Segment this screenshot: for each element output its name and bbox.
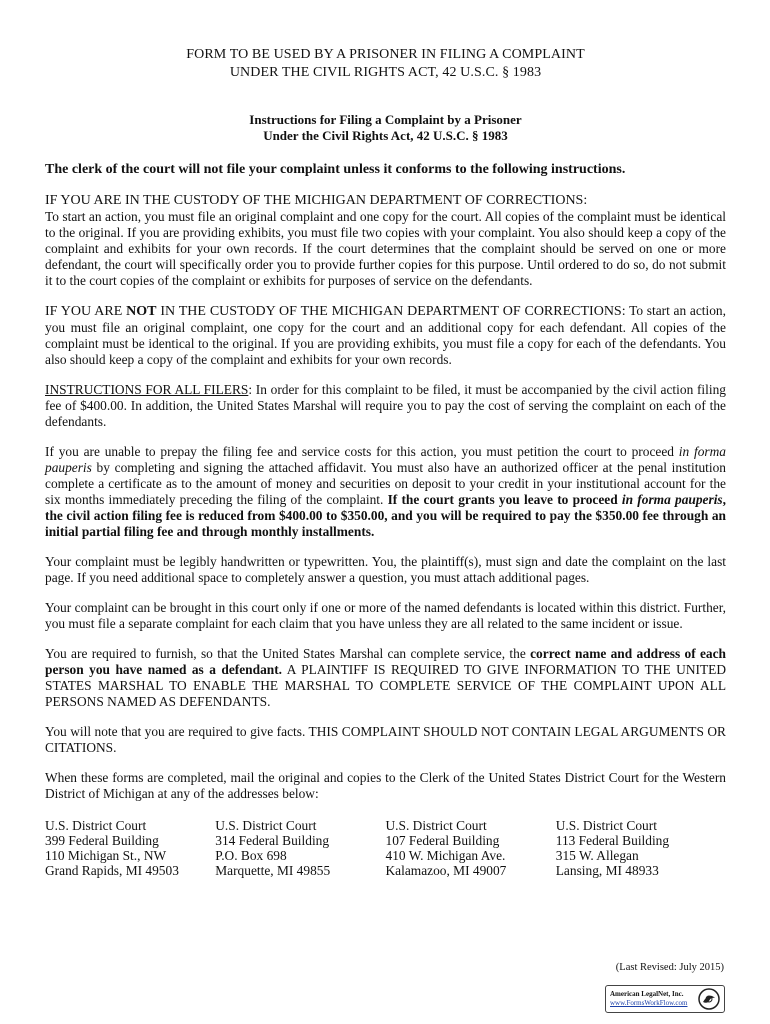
legalnet-logo-icon [698,988,720,1010]
ifp-text-2: by completing and signing the attached affidavit. You must also have an authorized officer at the penal institution complete a certificate as to the amount of money and securities on deposit to your credit in your institutional account for the six months immediately preceding the filing of the complaint. [45,460,726,507]
mdoc-custody-section [45,192,726,289]
footer-company: American LegalNet, Inc. [610,990,684,998]
address-line: 399 Federal Building [45,833,159,848]
marshal-paragraph [45,646,726,710]
address-kalamazoo [386,818,556,878]
form-title [45,46,726,82]
all-filers-body: : In order for this complaint to be filed, it must be accompanied by the civil action filing fee of $400.00. In addition, the United States Marshal will require you to pay the cost of serving the complaint on each of the defendants. [45,382,726,429]
address-line: Grand Rapids, MI 49503 [45,863,179,878]
instructions-heading-line1: Instructions for Filing a Complaint by a Prisoner [249,112,522,127]
address-line: 314 Federal Building [215,833,330,848]
form-title-line1: FORM TO BE USED BY A PRISONER IN FILING A COMPLAINT [186,47,585,62]
footer-logo-box[interactable] [605,985,725,1013]
mdoc-custody-heading: IF YOU ARE IN THE CUSTODY OF THE MICHIGAN DEPARTMENT OF CORRECTIONS: [45,193,588,208]
address-grand-rapids [45,818,215,878]
legibility-paragraph: Your complaint must be legibly handwritten or typewritten. You, the plaintiff(s), must sign and date the complaint on the last page. If you need additional space to completely answer a question, you must attach additional pages. [45,554,726,585]
ifp-italic-1: in forma pauperis [45,444,726,475]
not-emphasis: NOT [126,304,157,319]
in-forma-pauperis-section [45,444,726,540]
all-filers-section [45,382,726,430]
ifp-bold-italic: in forma pauperis [621,492,723,507]
mailing-paragraph: When these forms are completed, mail the original and copies to the Clerk of the United States District Court for the Western District of Michigan at any of the addresses below: [45,770,726,801]
district-paragraph: Your complaint can be brought in this court only if one or more of the named defendants is located within this district. Further, you must file a separate complaint for each claim that you have unless they are all related to the same incident or issue. [45,600,726,631]
address-line: 110 Michigan St., NW [45,848,167,863]
address-line: 107 Federal Building [385,833,500,848]
address-line: 113 Federal Building [555,833,670,848]
address-lansing [556,818,726,878]
ifp-bold-2: , the civil action filing fee is reduced from $400.00 to $350.00, and you will be required to pay the $350.00 fee through an initial partial filing fee and through monthly installments. [45,492,726,539]
ifp-bold-1: If the court grants you leave to proceed [387,492,622,507]
last-revised: (Last Revised: July 2015) [615,962,724,973]
all-filers-heading: INSTRUCTIONS FOR ALL FILERS [45,382,249,397]
address-line: U.S. District Court [45,818,147,833]
court-addresses [45,818,726,878]
address-line: 315 W. Allegan [555,848,639,863]
ifp-text-1: If you are unable to prepay the filing fee and service costs for this action, you must petition the court to proceed [45,444,679,459]
mdoc-custody-body: To start an action, you must file an original complaint and one copy for the court. All copies of the complaint must be identical to the original. If you are providing exhibits, you must file two copies with your complaint. You also should keep a copy of the complaint and exhibits for your own records. If the court determines that the complaint should be served on one or more defendant, the court will specifically order you to provide further copies for this purpose. Until ordered to do so, do not submit it to the court copies of the complaint or exhibits for purposes of service on the defendants. [45,209,726,288]
address-marquette [215,818,385,878]
not-custody-heading-rest: IN THE CUSTODY OF THE MICHIGAN DEPARTMENT OF CORRECTIONS: [156,304,626,319]
address-line: U.S. District Court [215,818,317,833]
address-line: Marquette, MI 49855 [215,863,331,878]
marshal-bold: correct name and address of each person you have named as a defendant. [45,646,727,677]
marshal-text-2: A PLAINTIFF IS REQUIRED TO GIVE INFORMATION TO THE UNITED STATES MARSHAL TO ENABLE THE MARSHAL TO COMPLETE SERVICE OF THE COMPLAINT UPON ALL PERSONS NAMED AS DEFENDANTS. [45,662,726,709]
not-custody-section [45,303,726,368]
address-line: 410 W. Michigan Ave. [385,848,506,863]
clerk-notice: The clerk of the court will not file your complaint unless it conforms to the following instructions. [45,162,626,177]
address-line: U.S. District Court [555,818,657,833]
form-title-line2: UNDER THE CIVIL RIGHTS ACT, 42 U.S.C. § 1983 [229,65,542,80]
address-line: U.S. District Court [385,818,487,833]
marshal-text-1: You are required to furnish, so that the United States Marshal can complete service, the [45,646,531,661]
not-custody-heading-prefix: IF YOU ARE [45,304,127,319]
instructions-heading-line2: Under the Civil Rights Act, 42 U.S.C. § 1983 [263,128,508,143]
address-line: Lansing, MI 48933 [555,863,659,878]
instructions-heading [45,112,726,144]
not-custody-body: To start an action, you must file an original complaint, one copy for the court and an additional copy for each defendant. All copies of the complaint must be identical to the original. If you are providing exhibits, you must file a copy for each of the defendants. You also should keep a copy of the complaint and exhibits for your own records. [45,303,726,367]
address-line: P.O. Box 698 [215,848,287,863]
facts-paragraph: You will note that you are required to give facts. THIS COMPLAINT SHOULD NOT CONTAIN LEGAL ARGUMENTS OR CITATIONS. [45,724,726,755]
footer-url-link[interactable]: www.FormsWorkFlow.com [610,999,688,1007]
footer-logo-text [610,990,698,1008]
address-line: Kalamazoo, MI 49007 [385,863,507,878]
